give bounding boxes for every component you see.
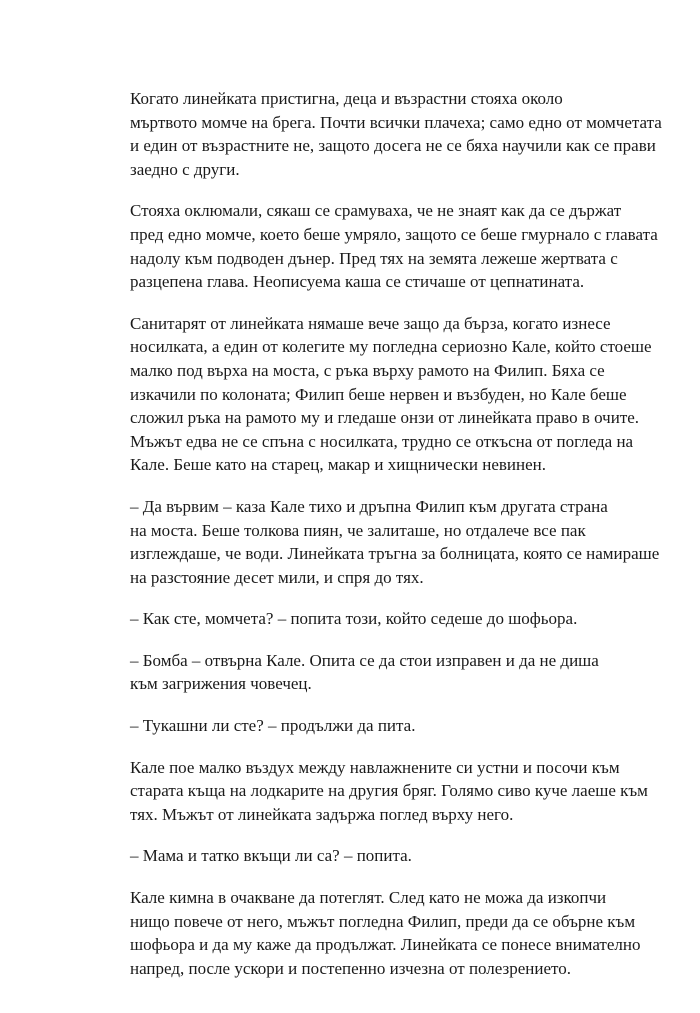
text-line: тях. Мъжът от линейката задържа поглед върху него. [130,804,514,824]
text-line: старата къща на лодкарите на другия бряг. Голямо сиво куче лаеше към [130,781,648,801]
text-line: носилката, а един от колегите му погледна сериозно Кале, който стоеше [130,337,652,357]
text-line: и един от възрастните не, защото досега не се бяха научили как се прави [130,136,656,156]
text-line: надолу към подводен дънер. Пред тях на земята лежеше жертвата с [130,248,618,268]
paragraph-3 [94,312,652,477]
text-line: Когато линейката пристигна, деца и възрастни стояха около [130,89,563,108]
text-line: – Тукашни ли сте? – продължи да пита. [130,716,416,736]
text-line: нищо повече от него, мъжът погледна Филип, преди да се обърне към [130,911,636,931]
text-line: изглеждаше, че води. Линейката тръгна за болницата, която се намираше [130,544,660,564]
paragraph-7 [94,714,616,738]
text-line: към загрижения човечец. [130,674,312,694]
text-line: изкачили по колоната; Филип беше нервен и възбуден, но Кале беше [130,384,627,404]
text-line: на моста. Беше толкова пиян, че залиташе, но отдалече все пак [130,520,586,540]
paragraph-1 [94,87,662,181]
text-line: пред едно момче, което беше умряло, защото се беше гмурнало с главата [130,224,658,244]
text-line: напред, после ускори и постепенно изчезна от полезрението. [130,958,572,978]
paragraph-9 [94,844,616,868]
text-line: Санитарят от линейката нямаше вече защо да бърза, когато изнесе [130,313,611,333]
text-line: разцепена глава. Неописуема каша се стичаше от цепнатината. [130,272,585,292]
text-line: на разстояние десет мили, и спря до тях. [130,567,424,587]
body-text [94,87,662,998]
text-line: – Да вървим – каза Кале тихо и дръпна Филип към другата страна [130,496,608,516]
text-line: Кале пое малко въздух между навлажнените си устни и посочи към [130,757,620,777]
text-line: Стояха оклюмали, сякаш се срамуваха, че не знаят как да се държат [130,201,622,221]
text-line: заедно с други. [130,159,240,179]
paragraph-4 [94,495,660,589]
text-line: мъртвото момче на брега. Почти всички плачеха; само едно от момчетата [130,112,662,132]
text-line: – Бомба – отвърна Кале. Опита се да стои изправен и да не диша [130,650,599,670]
paragraph-2 [94,199,658,293]
text-line: Кале кимна в очакване да потеглят. След като не можа да изкопчи [130,888,607,908]
text-line: шофьора и да му каже да продължат. Линейката се понесе внимателно [130,935,641,955]
paragraph-8 [94,756,648,827]
text-line: малко под върха на моста, с ръка върху рамото на Филип. Бяха се [130,360,605,380]
text-line: – Мама и татко вкъщи ли са? – попита. [130,846,412,866]
paragraph-6 [94,649,616,696]
text-line: сложил ръка на рамото му и гледаше онзи от линейката право в очите. [130,408,640,428]
text-line: Мъжът едва не се спъна с носилката, трудно се откъсна от погледа на [130,431,634,451]
paragraph-10 [94,886,641,980]
text-line: – Как сте, момчета? – попита този, който седеше до шофьора. [130,609,578,629]
text-line: Кале. Беше като на старец, макар и хищнически невинен. [130,455,547,475]
paragraph-5 [94,607,616,631]
